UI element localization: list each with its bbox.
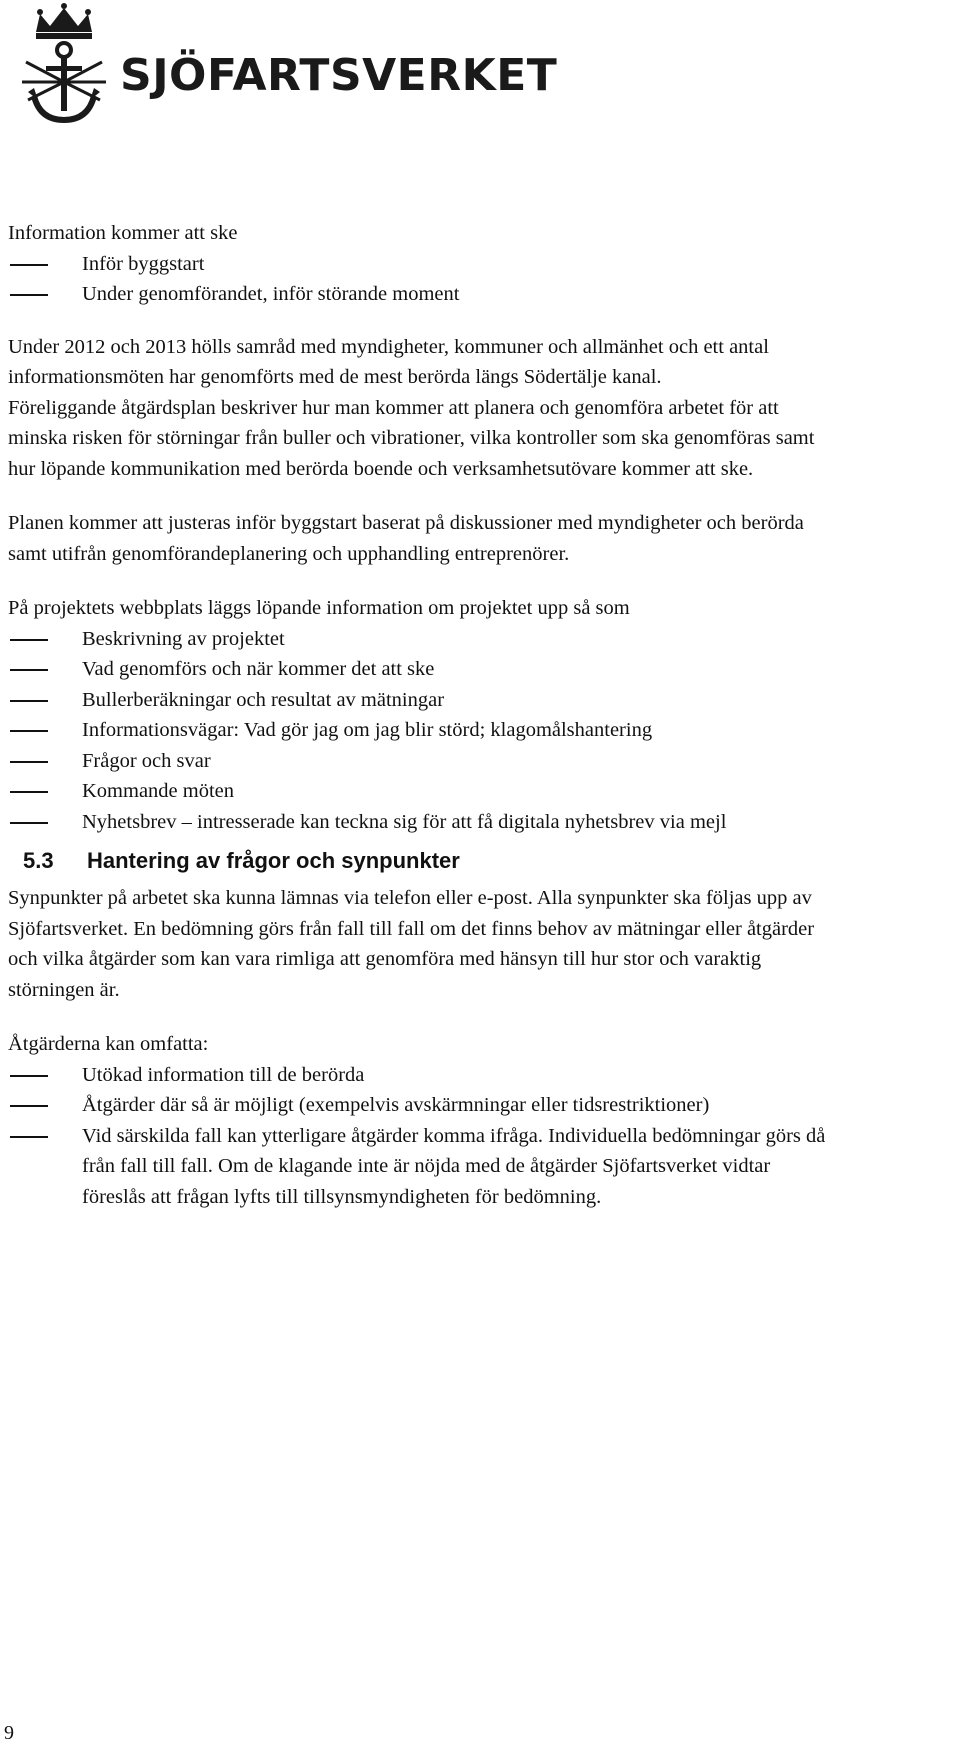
section-heading xyxy=(23,843,960,879)
crown-anchor-emblem-icon xyxy=(16,2,112,126)
text-line: Planen kommer att justeras inför byggstart baserat på diskussioner med myndigheter och berörda xyxy=(8,512,804,534)
list-item: Nyhetsbrev – intresserade kan teckna sig för att få digitala nyhetsbrev via mejl xyxy=(0,807,952,838)
dash-bullet-icon xyxy=(10,1136,48,1138)
dash-bullet-icon xyxy=(10,639,48,641)
dash-bullet-icon xyxy=(10,294,48,296)
list-item: Frågor och svar xyxy=(0,746,952,777)
heading-number: 5.3 xyxy=(23,848,54,873)
dash-bullet-icon xyxy=(10,791,48,793)
text-line: föreslås att frågan lyfts till tillsynsmyndigheten för bedömning. xyxy=(82,1185,602,1208)
dash-bullet-icon xyxy=(10,1075,48,1077)
dash-bullet-icon xyxy=(10,822,48,824)
dash-bullet-icon xyxy=(10,700,48,702)
paragraph-consultation xyxy=(8,332,952,485)
list-item xyxy=(0,1121,952,1213)
list-item: Inför byggstart xyxy=(0,249,952,280)
list-item: Under genomförandet, inför störande moment xyxy=(0,279,952,310)
text-line: informationsmöten har genomförts med de mest berörda längs Södertälje kanal. xyxy=(8,366,662,388)
section3-list xyxy=(0,1060,960,1213)
dash-bullet-icon xyxy=(10,264,48,266)
text-line: Föreliggande åtgärdsplan beskriver hur man kommer att planera och genomföra arbetet för att xyxy=(8,396,779,419)
sjofartsverket-logo xyxy=(16,2,558,126)
section2-list xyxy=(0,624,960,838)
dash-bullet-icon xyxy=(10,1105,48,1107)
heading-title: Hantering av frågor och synpunkter xyxy=(87,848,460,873)
text-line: Sjöfartsverket. En bedömning görs från fall till fall om det finns behov av mätningar eller åtgärder xyxy=(8,917,815,940)
text-line: Synpunkter på arbetet ska kunna lämnas via telefon eller e-post. Alla synpunkter ska följas upp av xyxy=(8,887,812,909)
section2-intro: På projektets webbplats läggs löpande information om projektet upp så som xyxy=(8,597,630,619)
paragraph-plan-adjustment xyxy=(8,508,952,569)
document-body xyxy=(0,218,960,1212)
text-line: och vilka åtgärder som kan vara rimliga att genomföra med hänsyn till hur stor och varaktig xyxy=(8,948,762,970)
section1-list xyxy=(0,249,960,310)
list-item: Åtgärder där så är möjligt (exempelvis avskärmningar eller tidsrestriktioner) xyxy=(0,1090,952,1121)
list-item: Utökad information till de berörda xyxy=(0,1060,952,1091)
list-item: Vad genomförs och när kommer det att ske xyxy=(0,654,952,685)
dash-bullet-icon xyxy=(10,761,48,763)
list-item: Bullerberäkningar och resultat av mätningar xyxy=(0,685,952,716)
text-line: samt utifrån genomförandeplanering och upphandling entreprenörer. xyxy=(8,542,570,565)
dash-bullet-icon xyxy=(10,669,48,671)
list-item: Beskrivning av projektet xyxy=(0,624,952,655)
text-line: Vid särskilda fall kan ytterligare åtgärder komma ifråga. Individuella bedömningar görs då xyxy=(82,1124,826,1147)
list-item: Informationsvägar: Vad gör jag om jag blir störd; klagomålshantering xyxy=(0,715,952,746)
section3-intro: Åtgärderna kan omfatta: xyxy=(8,1033,209,1055)
text-line: störningen är. xyxy=(8,978,120,1001)
text-line: från fall till fall. Om de klagande inte är nöjda med de åtgärder Sjöfartsverket vidtar xyxy=(82,1155,771,1177)
paragraph-feedback xyxy=(8,883,952,1005)
page-number: 9 xyxy=(4,1722,14,1744)
text-line: hur löpande kommunikation med berörda boende och verksamhetsutövare kommer att ske. xyxy=(8,457,754,480)
section1-intro: Information kommer att ske xyxy=(8,222,238,244)
logo-wordmark: SJÖFARTSVERKET xyxy=(120,50,558,101)
text-line: minska risken för störningar från buller och vibrationer, vilka kontroller som ska genomföras samt xyxy=(8,427,815,449)
dash-bullet-icon xyxy=(10,730,48,732)
text-line: Under 2012 och 2013 hölls samråd med myndigheter, kommuner och allmänhet och ett antal xyxy=(8,335,769,358)
list-item: Kommande möten xyxy=(0,776,952,807)
